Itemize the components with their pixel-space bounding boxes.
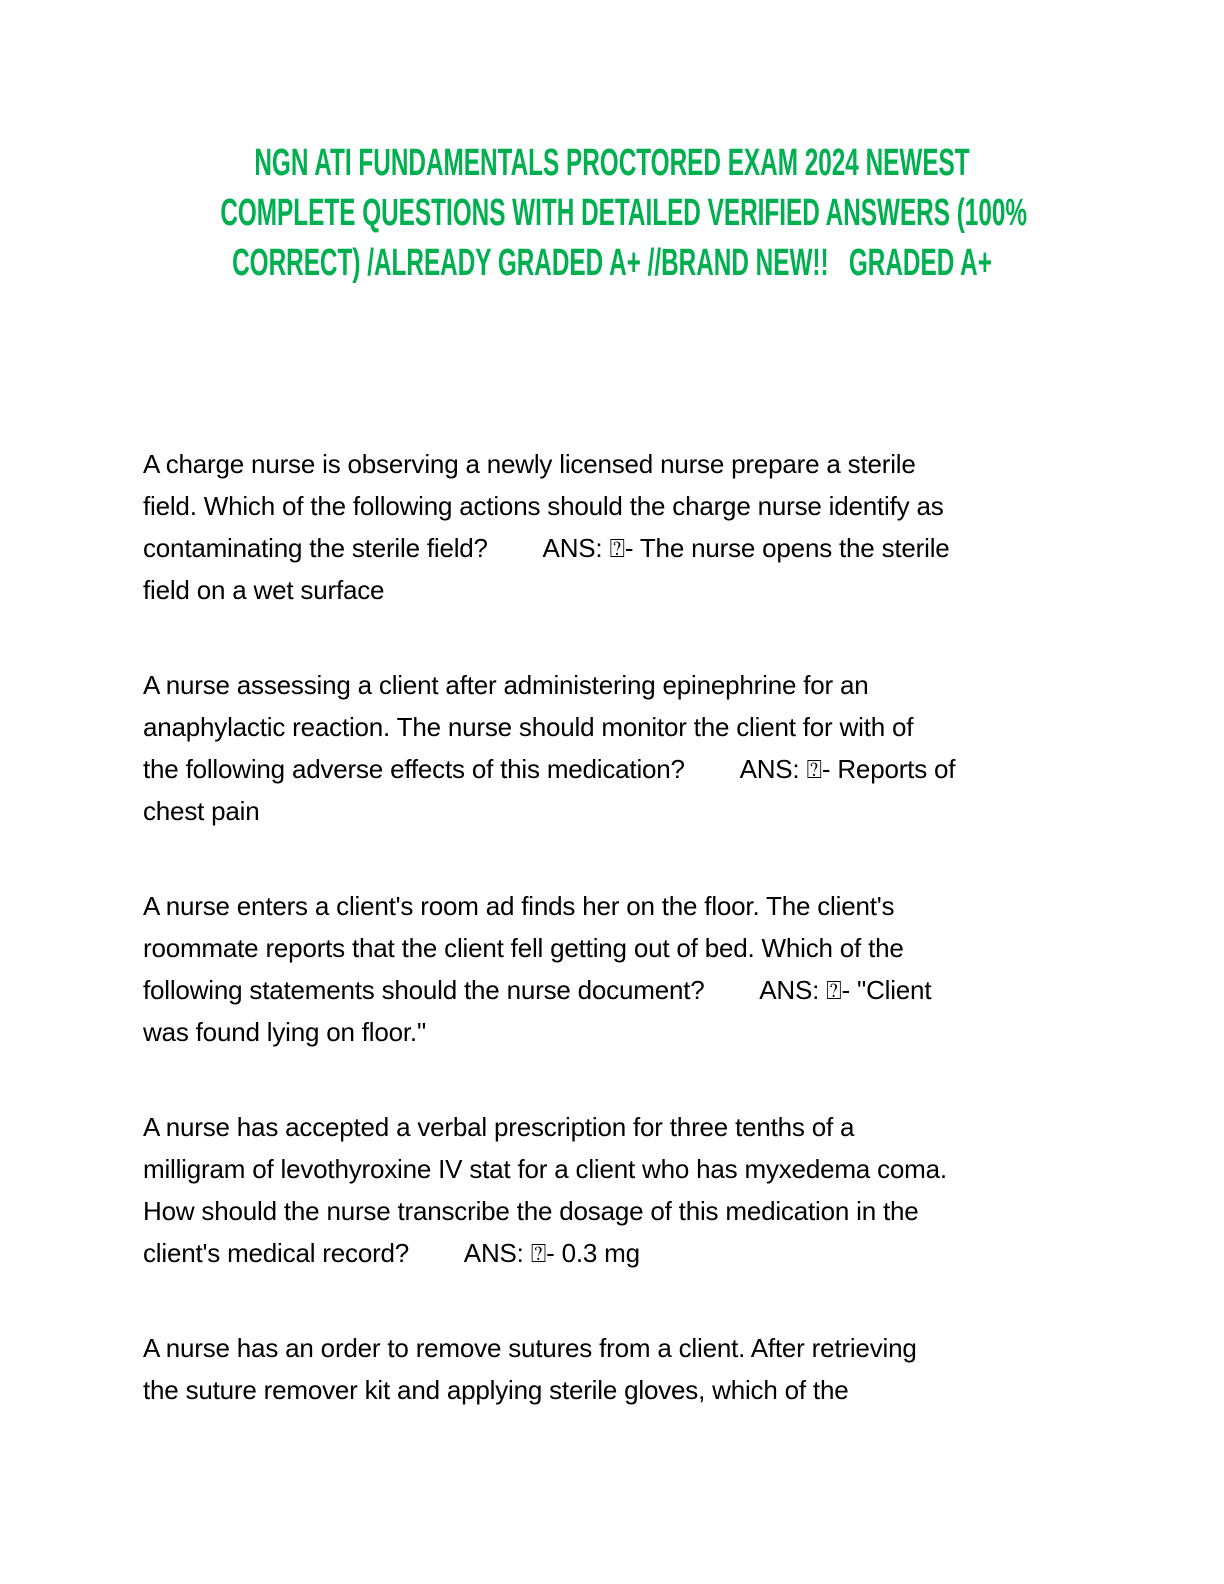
- qa-line: A nurse has an order to remove sutures from a client. After retrieving: [143, 1333, 917, 1363]
- qa-line: field on a wet surface: [143, 575, 385, 605]
- qa-line: chest pain: [143, 796, 260, 826]
- qa-line: field. Which of the following actions should the charge nurse identify as: [143, 491, 944, 521]
- document-title: [0, 138, 1224, 288]
- qa-line: milligram of levothyroxine IV stat for a client who has myxedema coma.: [143, 1154, 947, 1184]
- qa-line: was found lying on floor.": [143, 1017, 426, 1047]
- qa-line: the following adverse effects of this medication? ANS: ⍰- Reports of: [143, 754, 956, 784]
- document-body: [143, 443, 1144, 1411]
- qa-paragraph-4: [143, 1106, 1144, 1274]
- qa-line: A charge nurse is observing a newly licensed nurse prepare a sterile: [143, 449, 916, 479]
- qa-line: following statements should the nurse document? ANS: ⍰- "Client: [143, 975, 932, 1005]
- qa-paragraph-5: [143, 1327, 1144, 1411]
- title-line-3: CORRECT) /ALREADY GRADED A+ //BRAND NEW!! GRADED A+: [232, 242, 992, 284]
- qa-line: the suture remover kit and applying sterile gloves, which of the: [143, 1375, 849, 1405]
- qa-paragraph-2: [143, 664, 1144, 832]
- qa-paragraph-1: [143, 443, 1144, 611]
- qa-line: A nurse has accepted a verbal prescription for three tenths of a: [143, 1112, 855, 1142]
- title-line-1: NGN ATI FUNDAMENTALS PROCTORED EXAM 2024 NEWEST: [254, 142, 970, 184]
- title-line-2: COMPLETE QUESTIONS WITH DETAILED VERIFIED ANSWERS (100%: [220, 192, 1028, 234]
- qa-line: anaphylactic reaction. The nurse should monitor the client for with of: [143, 712, 914, 742]
- qa-line: A nurse enters a client's room ad finds her on the floor. The client's: [143, 891, 895, 921]
- qa-line: How should the nurse transcribe the dosage of this medication in the: [143, 1196, 919, 1226]
- qa-line: client's medical record? ANS: ⍰- 0.3 mg: [143, 1238, 640, 1268]
- qa-line: contaminating the sterile field? ANS: ⍰- The nurse opens the sterile: [143, 533, 950, 563]
- qa-paragraph-3: [143, 885, 1144, 1053]
- qa-line: roommate reports that the client fell getting out of bed. Which of the: [143, 933, 904, 963]
- qa-line: A nurse assessing a client after administering epinephrine for an: [143, 670, 869, 700]
